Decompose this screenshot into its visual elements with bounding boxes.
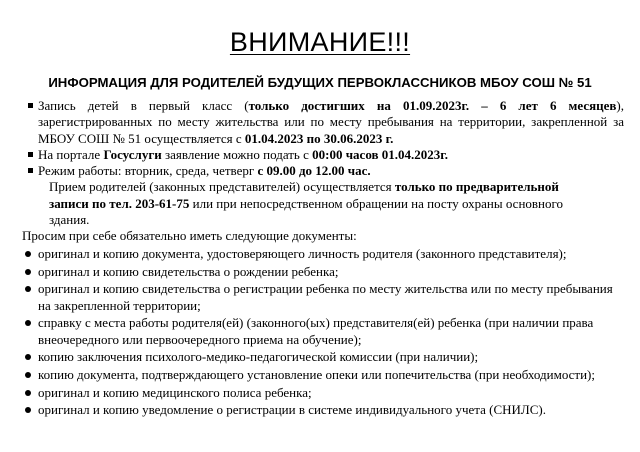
document-list-item: [22, 349, 624, 365]
documents-lead: Просим при себе обязательно иметь следующие документы:: [22, 228, 357, 244]
document-item-text: оригинал и копию свидетельства о регистрации ребенка по месту жительства или по месту пребывания на закрепленной территории;: [38, 281, 613, 313]
work-hours-item: [22, 163, 624, 179]
notice-body: [22, 98, 624, 419]
text-segment: На портале: [38, 146, 104, 162]
application-start-time: 00:00 часов 01.04.2023г.: [312, 146, 448, 162]
document-item-text: копию документа, подтверждающего установление опеки или попечительства (при необходимости);: [38, 367, 595, 383]
text-segment: Прием родителей (законных представителей) осуществляется: [49, 179, 395, 195]
document-item-text: оригинал и копию документа, удостоверяющего личность родителя (законного представителя);: [38, 246, 567, 262]
gosuslugi-portal-name: Госуслуги: [103, 146, 162, 162]
text-segment: Запись детей в первый класс (: [38, 98, 249, 113]
text-segment: Режим работы: вторник, среда, четверг: [38, 163, 258, 179]
round-bullet-icon: [25, 354, 31, 360]
work-hours: с 09.00 до 12.00 час.: [257, 163, 371, 179]
round-bullet-icon: [25, 390, 31, 396]
reception-paragraph: [22, 179, 624, 228]
document-item-text: оригинал и копию медицинского полиса ребенка;: [38, 384, 312, 400]
square-bullet-icon: [28, 103, 33, 108]
gosuslugi-item: [22, 147, 624, 163]
document-list-item: [22, 264, 624, 280]
page-subtitle: ИНФОРМАЦИЯ ДЛЯ РОДИТЕЛЕЙ БУДУЩИХ ПЕРВОКЛАССНИКОВ МБОУ СОШ № 51: [48, 75, 592, 90]
square-bullet-icon: [28, 168, 33, 173]
age-requirement: только достигших на 01.09.2023г. – 6 лет 6 месяцев: [248, 98, 617, 113]
round-bullet-icon: [25, 372, 31, 378]
document-list-item: [22, 315, 624, 348]
document-list-item: [22, 246, 624, 262]
square-bullet-icon: [28, 152, 33, 157]
document-item-text: оригинал и копию свидетельства о рождении ребенка;: [38, 263, 339, 279]
text-segment: ), зарегистрированных по месту жительства или по месту пребывания на территории, закрепленной за МБОУ СОШ № 51 осуществляется с: [38, 98, 624, 146]
round-bullet-icon: [25, 286, 31, 292]
document-list-item: [22, 281, 624, 314]
documents-list: [22, 246, 624, 419]
enrollment-dates: 01.04.2023 по 30.06.2023 г.: [244, 130, 394, 146]
enrollment-period-item: [22, 98, 624, 147]
document-list-item: [22, 402, 624, 418]
appointment-phone: только по предварительной записи по тел. 203-61-75: [49, 179, 559, 211]
page-title: ВНИМАНИЕ!!!: [229, 27, 411, 57]
document-item-text: оригинал и копию уведомление о регистрации в системе индивидуального учета (СНИЛС).: [38, 402, 546, 418]
document-item-text: копию заключения психолого-медико-педагогической комиссии (при наличии);: [38, 349, 479, 365]
round-bullet-icon: [25, 407, 31, 413]
round-bullet-icon: [25, 269, 31, 275]
document-item-text: справку с места работы родителя(ей) (законного(ых) представителя(ей) ребенка (при наличии права внеочередного или первоочередного приема на обучение);: [38, 315, 594, 347]
text-segment: или при непосредственном обращении на посту охраны основного здания.: [49, 195, 564, 228]
document-list-item: [22, 385, 624, 401]
round-bullet-icon: [25, 251, 31, 257]
round-bullet-icon: [25, 320, 31, 326]
document-list-item: [22, 367, 624, 383]
text-segment: заявление можно подать с: [161, 146, 313, 162]
